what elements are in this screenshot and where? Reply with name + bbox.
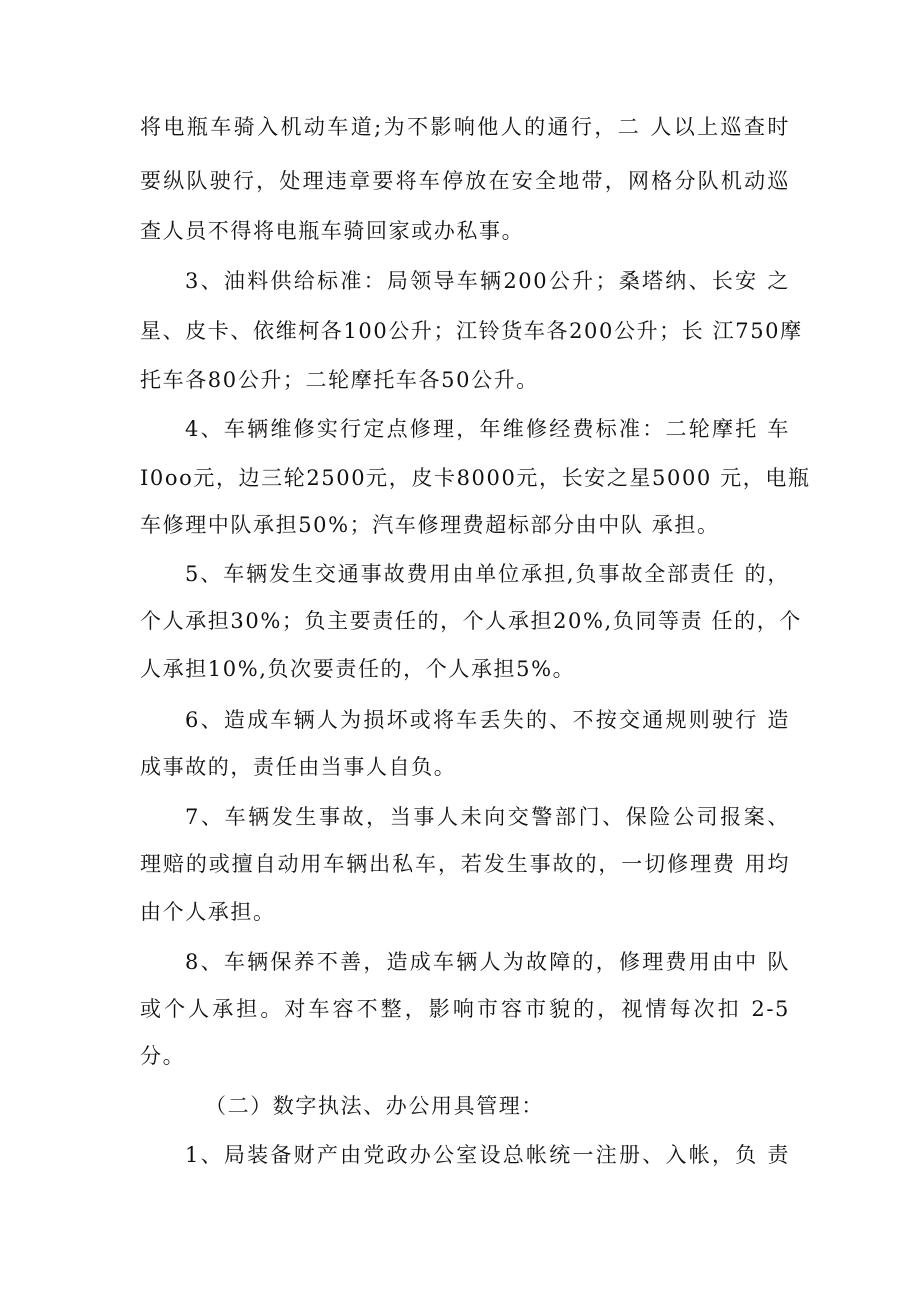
text-line: 人承担10%,负次要责任的，个人承担5%。 [140,657,576,681]
text-line: 7、车辆发生事故，当事人未向交警部门、保险公司报案、 [185,805,790,829]
text-line: 5、车辆发生交通事故费用由单位承担,负事故全部责任 的， [185,562,790,586]
text-line: 理赔的或擅自动用车辆出私车，若发生事故的，一切修理费 用均 [140,852,790,876]
text-line: 星、皮卡、依维柯各100公升；江铃货车各200公升；长 江750摩 [140,319,803,343]
text-line: 查人员不得将电瓶车骑回家或办私事。 [140,219,525,243]
text-line: 由个人承担。 [140,900,276,924]
text-line: 3、油料供给标准：局领导车辆200公升；桑塔纳、长安 之 [185,269,790,293]
text-line: 个人承担30%；负主要责任的，个人承担20%,负同等责 任的，个 [140,609,802,633]
text-line: 8、车辆保养不善，造成车辆人为故障的，修理费用由中 队 [185,950,790,974]
text-line: 托车各80公升；二轮摩托车各50公升。 [140,368,539,392]
text-line: 或个人承担。对车容不整，影响市容市貌的，视情每次扣 2-5 [140,997,790,1021]
text-line: 分。 [140,1044,186,1068]
text-line: 6、造成车辆人为损坏或将车丢失的、不按交通规则驶行 造 [185,708,790,732]
section-heading: （二）数字执法、办公用具管理： [205,1094,544,1118]
text-line: 成事故的，责任由当事人自负。 [140,755,457,779]
text-line: 4、车辆维修实行定点修理，年维修经费标准：二轮摩托 车 [185,417,790,441]
text-line: 将电瓶车骑入机动车道;为不影响他人的通行，二 人以上巡查时 [140,115,790,139]
text-line: 要纵队驶行，处理违章要将车停放在安全地带，网格分队机动巡 [140,169,790,193]
text-line: 车修理中队承担50%；汽车修理费超标部分由中队 承担。 [140,513,720,537]
text-line: 1、局装备财产由党政办公室设总帐统一注册、入帐，负 责 [185,1143,790,1167]
text-line: I0oo元，边三轮2500元，皮卡8000元，长安之星5000 元，电瓶 [140,466,811,490]
